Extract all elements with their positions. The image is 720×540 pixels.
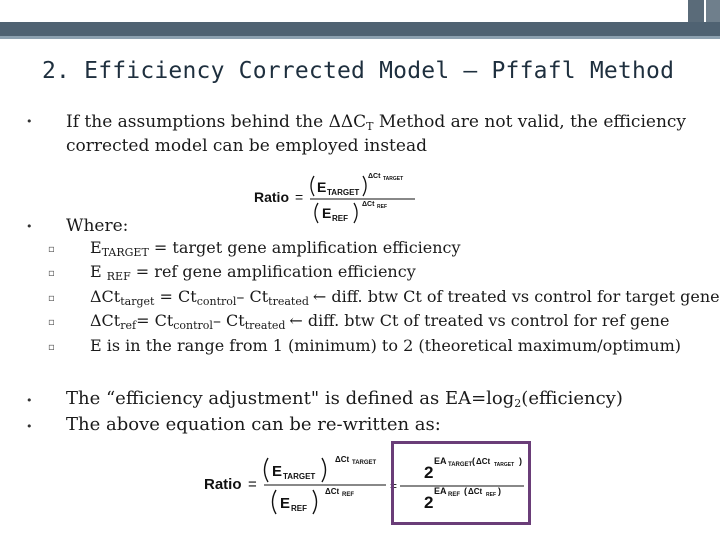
bullet-icon: •: [26, 115, 33, 128]
eq-e-target-sub: TARGET: [327, 188, 360, 197]
intro-line-2: corrected model can be employed instead: [66, 136, 427, 156]
arrow-left-icon: ←: [289, 311, 303, 330]
definition-text: E: [90, 238, 102, 257]
eq-ea: EA: [434, 486, 447, 496]
eq-exp-ref-sub: REF: [377, 204, 387, 210]
definition-text: target: [120, 295, 155, 308]
definition-text: control: [196, 295, 237, 308]
eq-e-ref: E: [280, 495, 291, 512]
paren-left: [273, 490, 277, 514]
eq-ea: EA: [434, 456, 447, 466]
header-band-accent: [0, 36, 720, 39]
definition-text: diff. btw Ct of treated vs control for ref gene: [302, 311, 670, 330]
eq-e-ref: E: [322, 205, 332, 221]
sub-bullet-icon: ▫: [48, 268, 55, 279]
definition-text: treated: [268, 295, 309, 308]
sub-bullet-icon: ▫: [48, 342, 55, 353]
definition-text: diff. btw Ct of treated vs control for target gene: [326, 287, 720, 306]
definition-text: – Ct: [236, 287, 269, 306]
eq-equals: =: [248, 476, 257, 493]
definition-text: – Ct: [212, 311, 245, 330]
eq-exp-ref: ΔCt: [362, 201, 375, 208]
definition-text: E is in the range from 1 (minimum) to 2 (theoretical maximum/optimum): [90, 336, 681, 355]
slide-title: 2. Efficiency Corrected Model – Pffafl Method: [42, 58, 675, 84]
paren-left: [311, 176, 314, 196]
definition-item: [90, 236, 461, 260]
eq-e-target: E: [272, 463, 283, 480]
corner-block: [688, 0, 704, 22]
bullet-icon: •: [26, 220, 33, 233]
eq-exp-ref: ΔCt: [468, 487, 483, 496]
definition-text: E: [90, 262, 107, 281]
paren-left: [315, 203, 318, 223]
definition-text: = ref gene amplification efficiency: [130, 262, 416, 281]
arrow-left-icon: ←: [312, 287, 327, 306]
definition-item: [90, 260, 416, 284]
eq-ratio-label: Ratio: [254, 189, 289, 205]
definition-text: control: [173, 319, 213, 332]
eq-paren-close: ): [498, 486, 501, 496]
eq-exp-target: ΔCt: [368, 173, 381, 180]
eq-e-target: E: [317, 179, 327, 195]
eq-e-target-sub: TARGET: [283, 472, 316, 481]
eq-e-ref-sub: REF: [332, 214, 348, 223]
definition-text: REF: [106, 270, 131, 283]
corner-block: [706, 0, 720, 22]
definition-text: treated: [244, 319, 286, 332]
eq-exp-target: ΔCt: [335, 455, 350, 464]
definition-item: [90, 285, 720, 309]
eq-paren-open: (: [472, 456, 475, 466]
rewrite-text: The above equation can be re-written as:: [66, 414, 441, 435]
eq-exp-target-sub: TARGET: [494, 462, 515, 468]
ratio-equation-ea: [396, 446, 528, 522]
sub-bullet-icon: ▫: [48, 293, 55, 304]
top-bar: [0, 0, 720, 22]
efficiency-adjustment-text: The “efficiency adjustment" is defined as $EA=\log_2(efficiency)$: [66, 388, 623, 410]
definition-item: [90, 309, 669, 333]
eq-ea-ref-sub: REF: [448, 492, 460, 498]
definition-text: TARGET: [101, 246, 149, 259]
eq-ea-target-sub: TARGET: [448, 462, 473, 468]
ratio-equation-2: [200, 448, 400, 520]
definition-text: = Ct: [154, 287, 197, 306]
eq-e-ref-sub: REF: [291, 504, 307, 513]
eq-two: 2: [424, 463, 434, 482]
where-label: Where:: [66, 216, 129, 236]
eq-equals: =: [295, 189, 304, 205]
definition-item: [90, 334, 681, 358]
paren-left: [265, 458, 269, 482]
paren-right: [322, 458, 326, 482]
eq-exp-ref: ΔCt: [325, 487, 340, 496]
bullet-icon: •: [26, 420, 33, 433]
paren-right: [363, 176, 366, 196]
eq-exp-target: ΔCt: [476, 457, 491, 466]
sub-bullet-icon: ▫: [48, 244, 55, 255]
eq-two: 2: [424, 493, 434, 512]
eq-exp-target-sub: TARGET: [352, 460, 377, 466]
eq-paren-close: ): [519, 456, 522, 466]
intro-line-1: If the assumptions behind the $\Delta\Delta C_T$ Method are not valid, the efficiency: [66, 112, 687, 133]
eq-ratio-label: Ratio: [204, 476, 242, 493]
paren-right: [354, 203, 357, 223]
paren-right: [313, 490, 317, 514]
eq-paren-open: (: [464, 486, 467, 496]
eq-exp-target-sub: TARGET: [383, 176, 404, 182]
sub-bullet-icon: ▫: [48, 317, 55, 328]
definition-text: = target gene amplification efficiency: [148, 238, 461, 257]
eq-exp-ref-sub: REF: [486, 492, 496, 498]
bullet-icon: •: [26, 394, 33, 407]
header-band: [0, 22, 720, 36]
eq-equals: =: [390, 479, 398, 493]
ratio-equation-1: [250, 168, 425, 226]
definition-text: = Ct: [136, 311, 174, 330]
definition-text: ΔCt: [90, 311, 121, 330]
eq-exp-ref-sub: REF: [342, 492, 354, 498]
definition-text: ref: [120, 319, 137, 332]
definition-text: ΔCt: [90, 287, 121, 306]
